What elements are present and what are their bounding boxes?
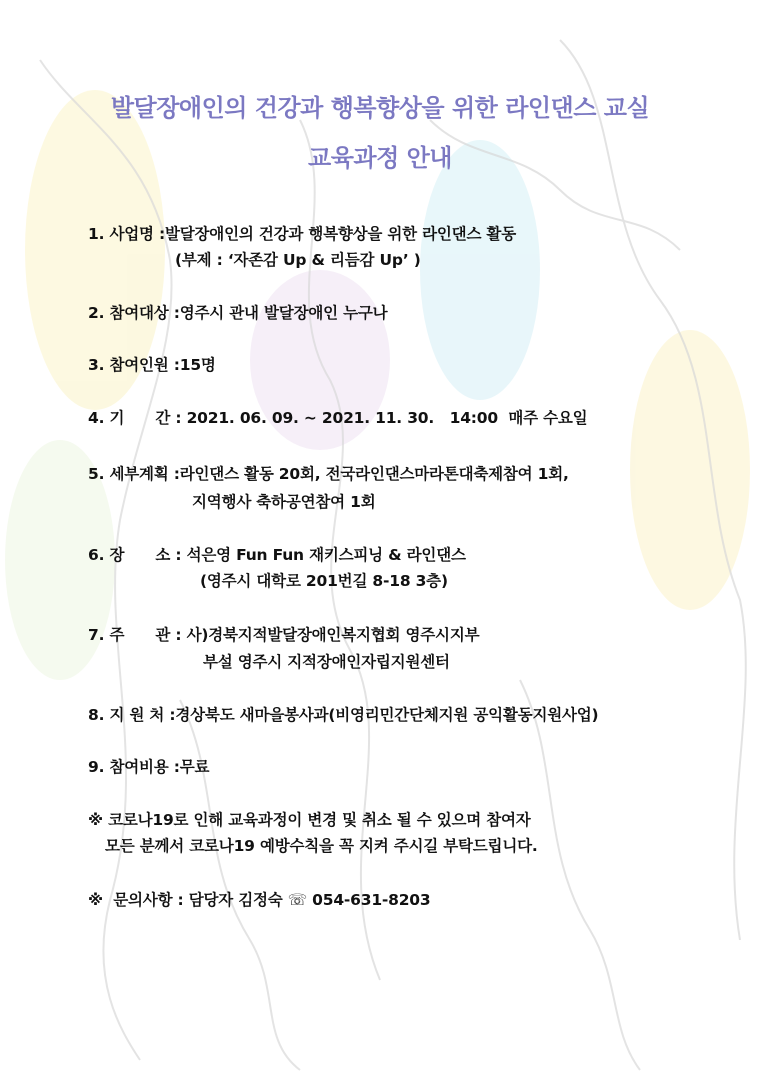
contact-info [88, 888, 430, 910]
item-value: 석은영 Fun Fun 재키스피닝 & 라인댄스 [186, 546, 466, 564]
item-label: 9. 참여비용 : [88, 758, 180, 776]
item-detail-plan [88, 462, 569, 484]
item-period [88, 406, 587, 428]
page-title-line2: 교육과정 안내 [308, 144, 452, 172]
item-value: 2021. 06. 09. ~ 2021. 11. 30. 14:00 매주 수요일 [186, 409, 588, 427]
item-label: 7. 주 관 : [88, 626, 187, 644]
contact-phone: 054-631-8203 [306, 891, 431, 909]
item-label: 5. 세부계획 : [88, 465, 180, 483]
item-location [88, 543, 466, 565]
item-value: 무료 [179, 758, 210, 776]
item-label: 4. 기 간 : [88, 409, 187, 427]
item-value: 발달장애인의 건강과 행복향상을 위한 라인댄스 활동 [164, 225, 516, 243]
item-detail-plan-cont: 지역행사 축하공연참여 1회 [192, 493, 376, 511]
item-value: 사)경북지적발달장애인복지협회 영주시지부 [186, 626, 480, 644]
item-value: 영주시 관내 발달장애인 누구나 [179, 304, 388, 322]
contact-label: ※ 문의사항 : [88, 891, 189, 909]
item-participants-target [88, 301, 387, 323]
item-fee [88, 755, 209, 777]
contact-person: 담당자 김정숙 [188, 891, 288, 909]
notice-line1: ※ 코로나19로 인해 교육과정이 변경 및 취소 될 수 있으며 참여자 [88, 811, 531, 829]
item-sponsor [88, 703, 598, 725]
item-label: 6. 장 소 : [88, 546, 187, 564]
page-title-line1: 발달장애인의 건강과 행복향상을 위한 라인댄스 교실 [110, 94, 650, 122]
item-label: 3. 참여인원 : [88, 356, 180, 374]
item-label: 1. 사업명 : [88, 225, 165, 243]
item-business-subtitle: (부제 : ‘자존감 Up & 리듬감 Up’ ) [175, 251, 421, 269]
item-organizer-sub: 부설 영주시 지적장애인자립지원센터 [203, 653, 450, 671]
item-participants-count [88, 353, 216, 375]
item-label: 8. 지 원 처 : [88, 706, 176, 724]
item-location-address: (영주시 대학로 201번길 8-18 3층) [200, 572, 448, 590]
item-organizer [88, 623, 479, 645]
notice-line2: 모든 분께서 코로나19 예방수칙을 꼭 지켜 주시길 부탁드립니다. [105, 837, 538, 855]
item-label: 2. 참여대상 : [88, 304, 180, 322]
item-business-name [88, 222, 516, 244]
phone-icon: ☏ [287, 891, 307, 909]
item-value: 경상북도 새마을봉사과(비영리민간단체지원 공익활동지원사업) [175, 706, 599, 724]
item-value: 라인댄스 활동 20회, 전국라인댄스마라톤대축제참여 1회, [179, 465, 569, 483]
item-value: 15명 [179, 356, 216, 374]
